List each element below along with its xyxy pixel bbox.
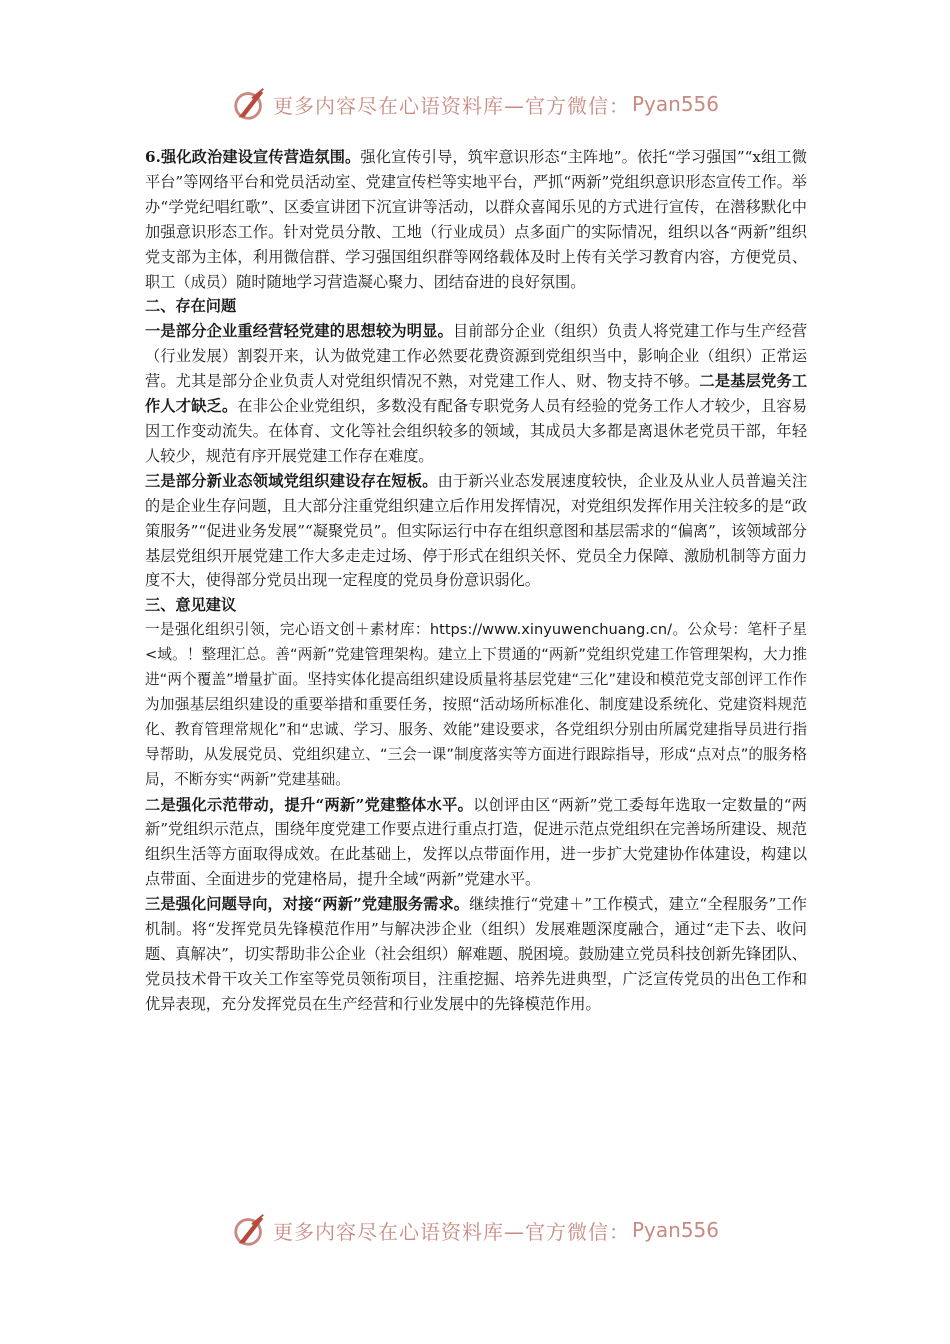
watermark-wechat-id: Pyan556 bbox=[631, 1218, 719, 1242]
watermark-text: 更多内容尽在心语资料库—官方微信： bbox=[272, 1219, 630, 1244]
document-body bbox=[145, 145, 807, 1017]
paragraph-lead: 一是部分企业重经营轻党建的思想较为明显。 bbox=[145, 322, 454, 341]
quill-logo-icon bbox=[231, 85, 269, 123]
paragraph-text: 继续推行“党建＋”工作模式，建立“全程服务”工作机制。将“发挥党员先锋模范作用”与解决涉企业（组织）发展难题深度融合，通过“走下去、收问题、真解决”，切实帮助非公企业（社会组织）解难题、脱困境。鼓励建立党员科技创新先锋团队、党员技术骨干攻关工作室等党员领衔项目，注重挖掘、培养先进典型，广泛宣传党员的出色工作和优异表现，充分发挥党员在生产经营和行业发展中的先锋模范作用。 bbox=[145, 895, 807, 1013]
paragraph-lead: 二是基层党务工作人才缺乏。 bbox=[145, 372, 808, 416]
paragraph bbox=[145, 319, 807, 468]
paragraph-text: 目前部分企业（组织）负责人将党建工作与生产经营（行业发展）割裂开来，认为做党建工作必然要花费资源到党组织当中，影响企业（组织）正常运营。尤其是部分企业负责人对党组织情况不熟，对党建工作人、财、物支持不够。 bbox=[145, 322, 808, 391]
paragraph-lead: 三是部分新业态领域党组织建设存在短板。 bbox=[145, 471, 438, 490]
paragraph: 一是强化组织引领，完心语文创＋素材库：https://www.xinyuwenchuang.cn/。公众号：笔杆子星<域。！整理汇总。善“两新”党建管理架构。建立上下贯通的“两新”党组织党建工作管理架构，大力推进“两个覆盖”增量扩面。坚持实体化提高组织建设质量将基层党建“三化”建设和模范党支部创评工作作为加强基层组织建设的重要举措和重要任务，按照“活动场所标准化、制度建设系统化、党建资料规范化、教育管理常规化”和“忠诚、学习、服务、效能”建设要求，各党组织分别由所属党建指导员进行指导帮助，从发展党员、党组织建立、“三会一课”制度落实等方面进行跟踪指导，形成“点对点”的服务格局，不断夯实“两新”党建基础。 bbox=[145, 621, 807, 788]
watermark-text: 更多内容尽在心语资料库—官方微信： bbox=[272, 93, 630, 118]
paragraph-text: 强化宣传引导，筑牢意识形态“主阵地”。依托“学习强国”“x组工微平台”等网络平台和党员活动室、党建宣传栏等实地平台，严抓“两新”党组织意识形态宣传工作。举办“学党纪唱红歌”、区委宣讲团下沉宣讲等活动，以群众喜闻乐见的方式进行宣传，在潜移默化中加强意识形态工作。针对党员分散、工地（行业成员）点多面广的实际情况，组织以各“两新”组织党支部为主体，利用微信群、学习强国组织群等网络载体及时上传有关学习教育内容，方便党员、职工（成员）随时随地学习营造凝心聚力、团结奋进的良好氛围。 bbox=[145, 148, 807, 291]
section-heading: 三、意见建议 bbox=[145, 596, 237, 615]
paragraph-lead: 6.强化政治建设宣传营造氛围。 bbox=[145, 148, 361, 166]
paragraph-lead: 三是强化问题导向，对接“两新”党建服务需求。 bbox=[145, 895, 470, 914]
paragraph bbox=[145, 892, 807, 1017]
paragraph-text: 在非公企业党组织，多数没有配备专职党务人员有经验的党务工作人才较少，且容易因工作变动流失。在体育、文化等社会组织较多的领域，其成员大多都是离退休老党员干部，年轻人较少，规范有序开展党建工作存在难度。 bbox=[145, 397, 808, 465]
quill-logo-icon bbox=[231, 1211, 269, 1249]
watermark-footer bbox=[0, 1210, 950, 1250]
watermark-header bbox=[0, 84, 950, 124]
paragraph bbox=[145, 793, 807, 893]
paragraph-text: 由于新兴业态发展速度较快，企业及从业人员普遍关注的是企业生存问题，且大部分注重党组织建立后作用发挥情况，对党组织发挥作用关注较多的是“政策服务”“促进业务发展”“凝聚党员”。但实际运行中存在组织意图和基层需求的“偏离”，该领域部分基层党组织开展党建工作大多走走过场、停于形式在组织关怀、党员全力保障、激励机制等方面力度不大，使得部分党员出现一定程度的党员身份意识弱化。 bbox=[145, 471, 808, 590]
section-heading: 二、存在问题 bbox=[145, 297, 237, 316]
paragraph-text: 以创评由区“两新”党工委每年选取一定数量的“两新”党组织示范点，围绕年度党建工作要点进行重点打造，促进示范点党组织在完善场所建设、规范组织生活等方面取得成效。在此基础上，发挥以点带面作用，进一步扩大党建协作体建设，构建以点带面、全面进步的党建格局，提升全域“两新”党建水平。 bbox=[145, 795, 807, 889]
paragraph bbox=[145, 469, 807, 594]
watermark-wechat-id: Pyan556 bbox=[631, 92, 719, 116]
paragraph bbox=[145, 145, 807, 294]
paragraph-lead: 二是强化示范带动，提升“两新”党建整体水平。 bbox=[145, 795, 474, 814]
